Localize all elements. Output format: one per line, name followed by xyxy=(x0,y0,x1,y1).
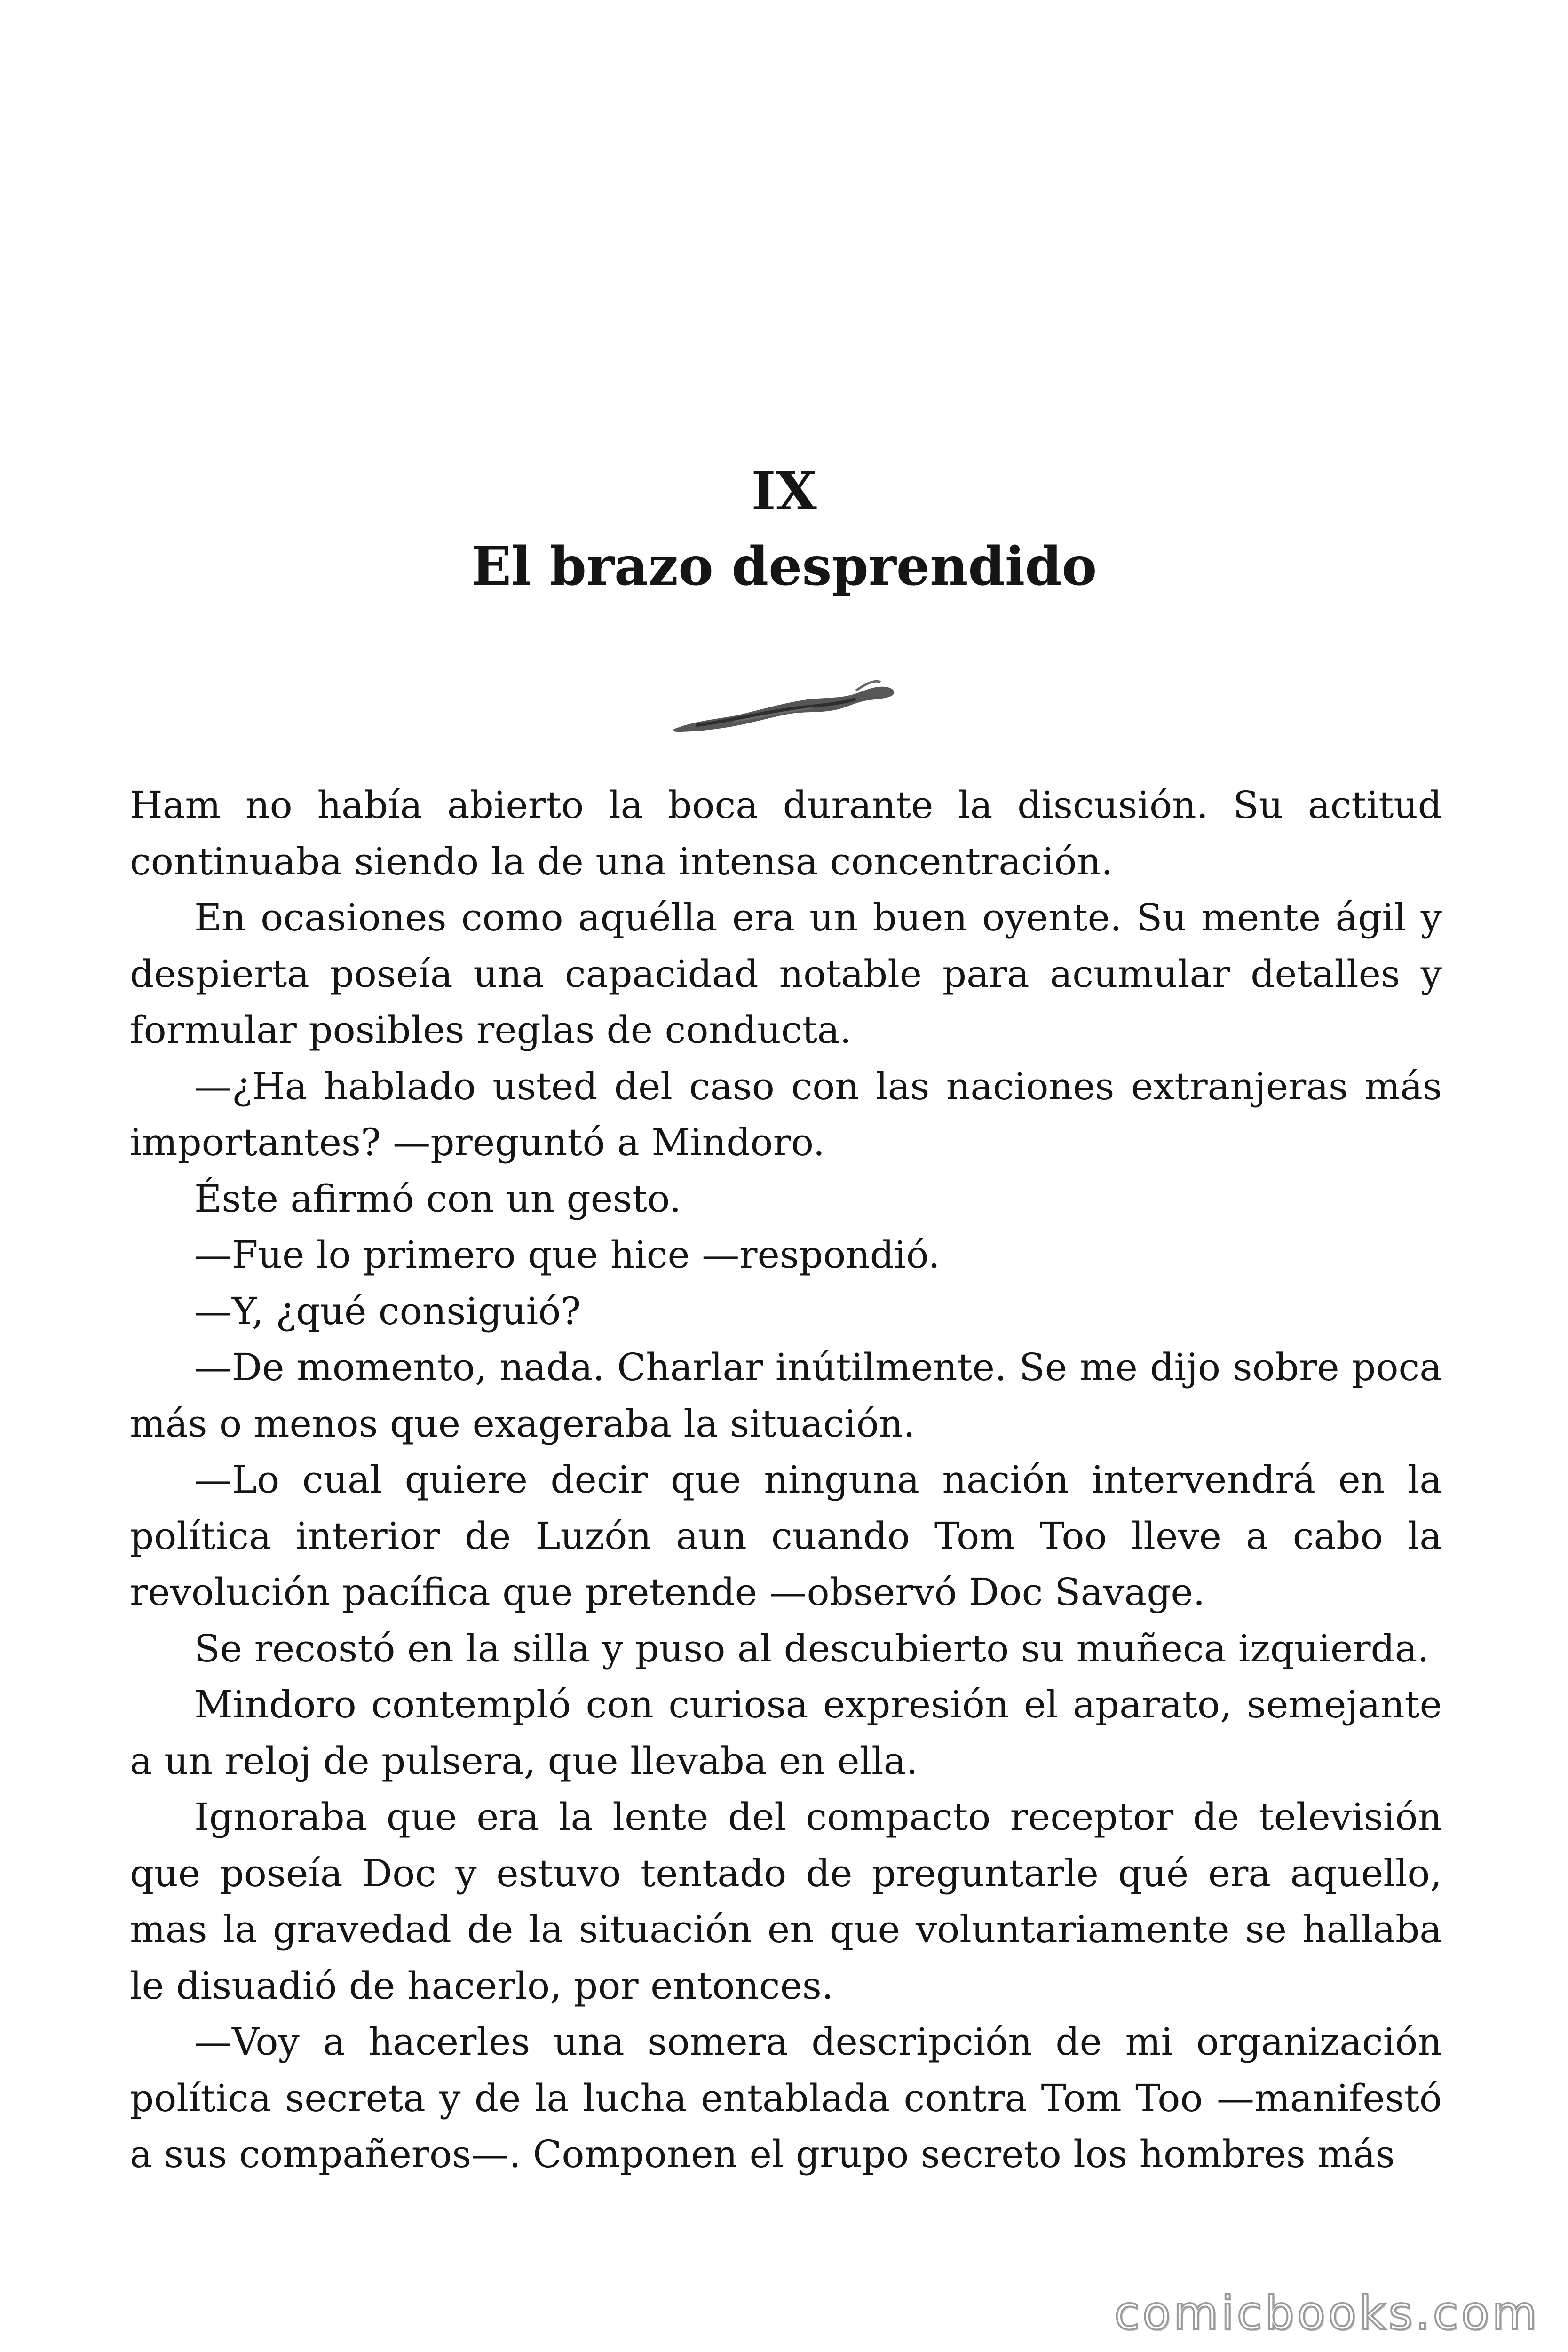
watermark: comicbooks.com xyxy=(1114,2287,1540,2340)
paragraph: —¿Ha hablado usted del caso con las naciones extranjeras más importantes? —preguntó a Mindoro. xyxy=(130,1064,1442,1164)
chapter-number: IX xyxy=(751,461,817,522)
paragraph: —Y, ¿qué consiguió? xyxy=(194,1289,581,1333)
paragraph: Se recostó en la silla y puso al descubierto su muñeca izquierda. xyxy=(194,1626,1429,1670)
paragraph: Ham no había abierto la boca durante la discusión. Su actitud continuaba siendo la de una intensa concentración. xyxy=(130,783,1442,883)
paragraph: —Lo cual quiere decir que ninguna nación intervendrá en la política interior de Luzón aun cuando Tom Too lleve a cabo la revolución pacífica que pretende —observó Doc Savage. xyxy=(130,1458,1442,1614)
paragraph: —De momento, nada. Charlar inútilmente. Se me dijo sobre poca más o menos que exageraba la situación. xyxy=(130,1345,1442,1446)
paragraph: En ocasiones como aquélla era un buen oyente. Su mente ágil y despierta poseía una capacidad notable para acumular detalles y formular posibles reglas de conducta. xyxy=(130,896,1442,1052)
brush-stroke-ornament-icon xyxy=(668,673,898,739)
paragraph: Mindoro contempló con curiosa expresión el aparato, semejante a un reloj de pulsera, que llevaba en ella. xyxy=(130,1683,1442,1783)
chapter-title: El brazo desprendido xyxy=(471,536,1097,597)
paragraph: —Fue lo primero que hice —respondió. xyxy=(194,1233,940,1277)
paragraph: Ignoraba que era la lente del compacto receptor de televisión que poseía Doc y estuvo tentado de preguntarle qué era aquello, mas la gravedad de la situación en que voluntariamente se hallaba le disuadió de hacerlo, por entonces. xyxy=(130,1795,1442,2008)
paragraph: —Voy a hacerles una somera descripción de mi organización política secreta y de la lucha entablada contra Tom Too —manifestó a sus compañeros—. Componen el grupo secreto los hombres más xyxy=(130,2020,1442,2176)
body-text xyxy=(130,777,1442,2183)
paragraph: Éste afirmó con un gesto. xyxy=(194,1176,681,1221)
